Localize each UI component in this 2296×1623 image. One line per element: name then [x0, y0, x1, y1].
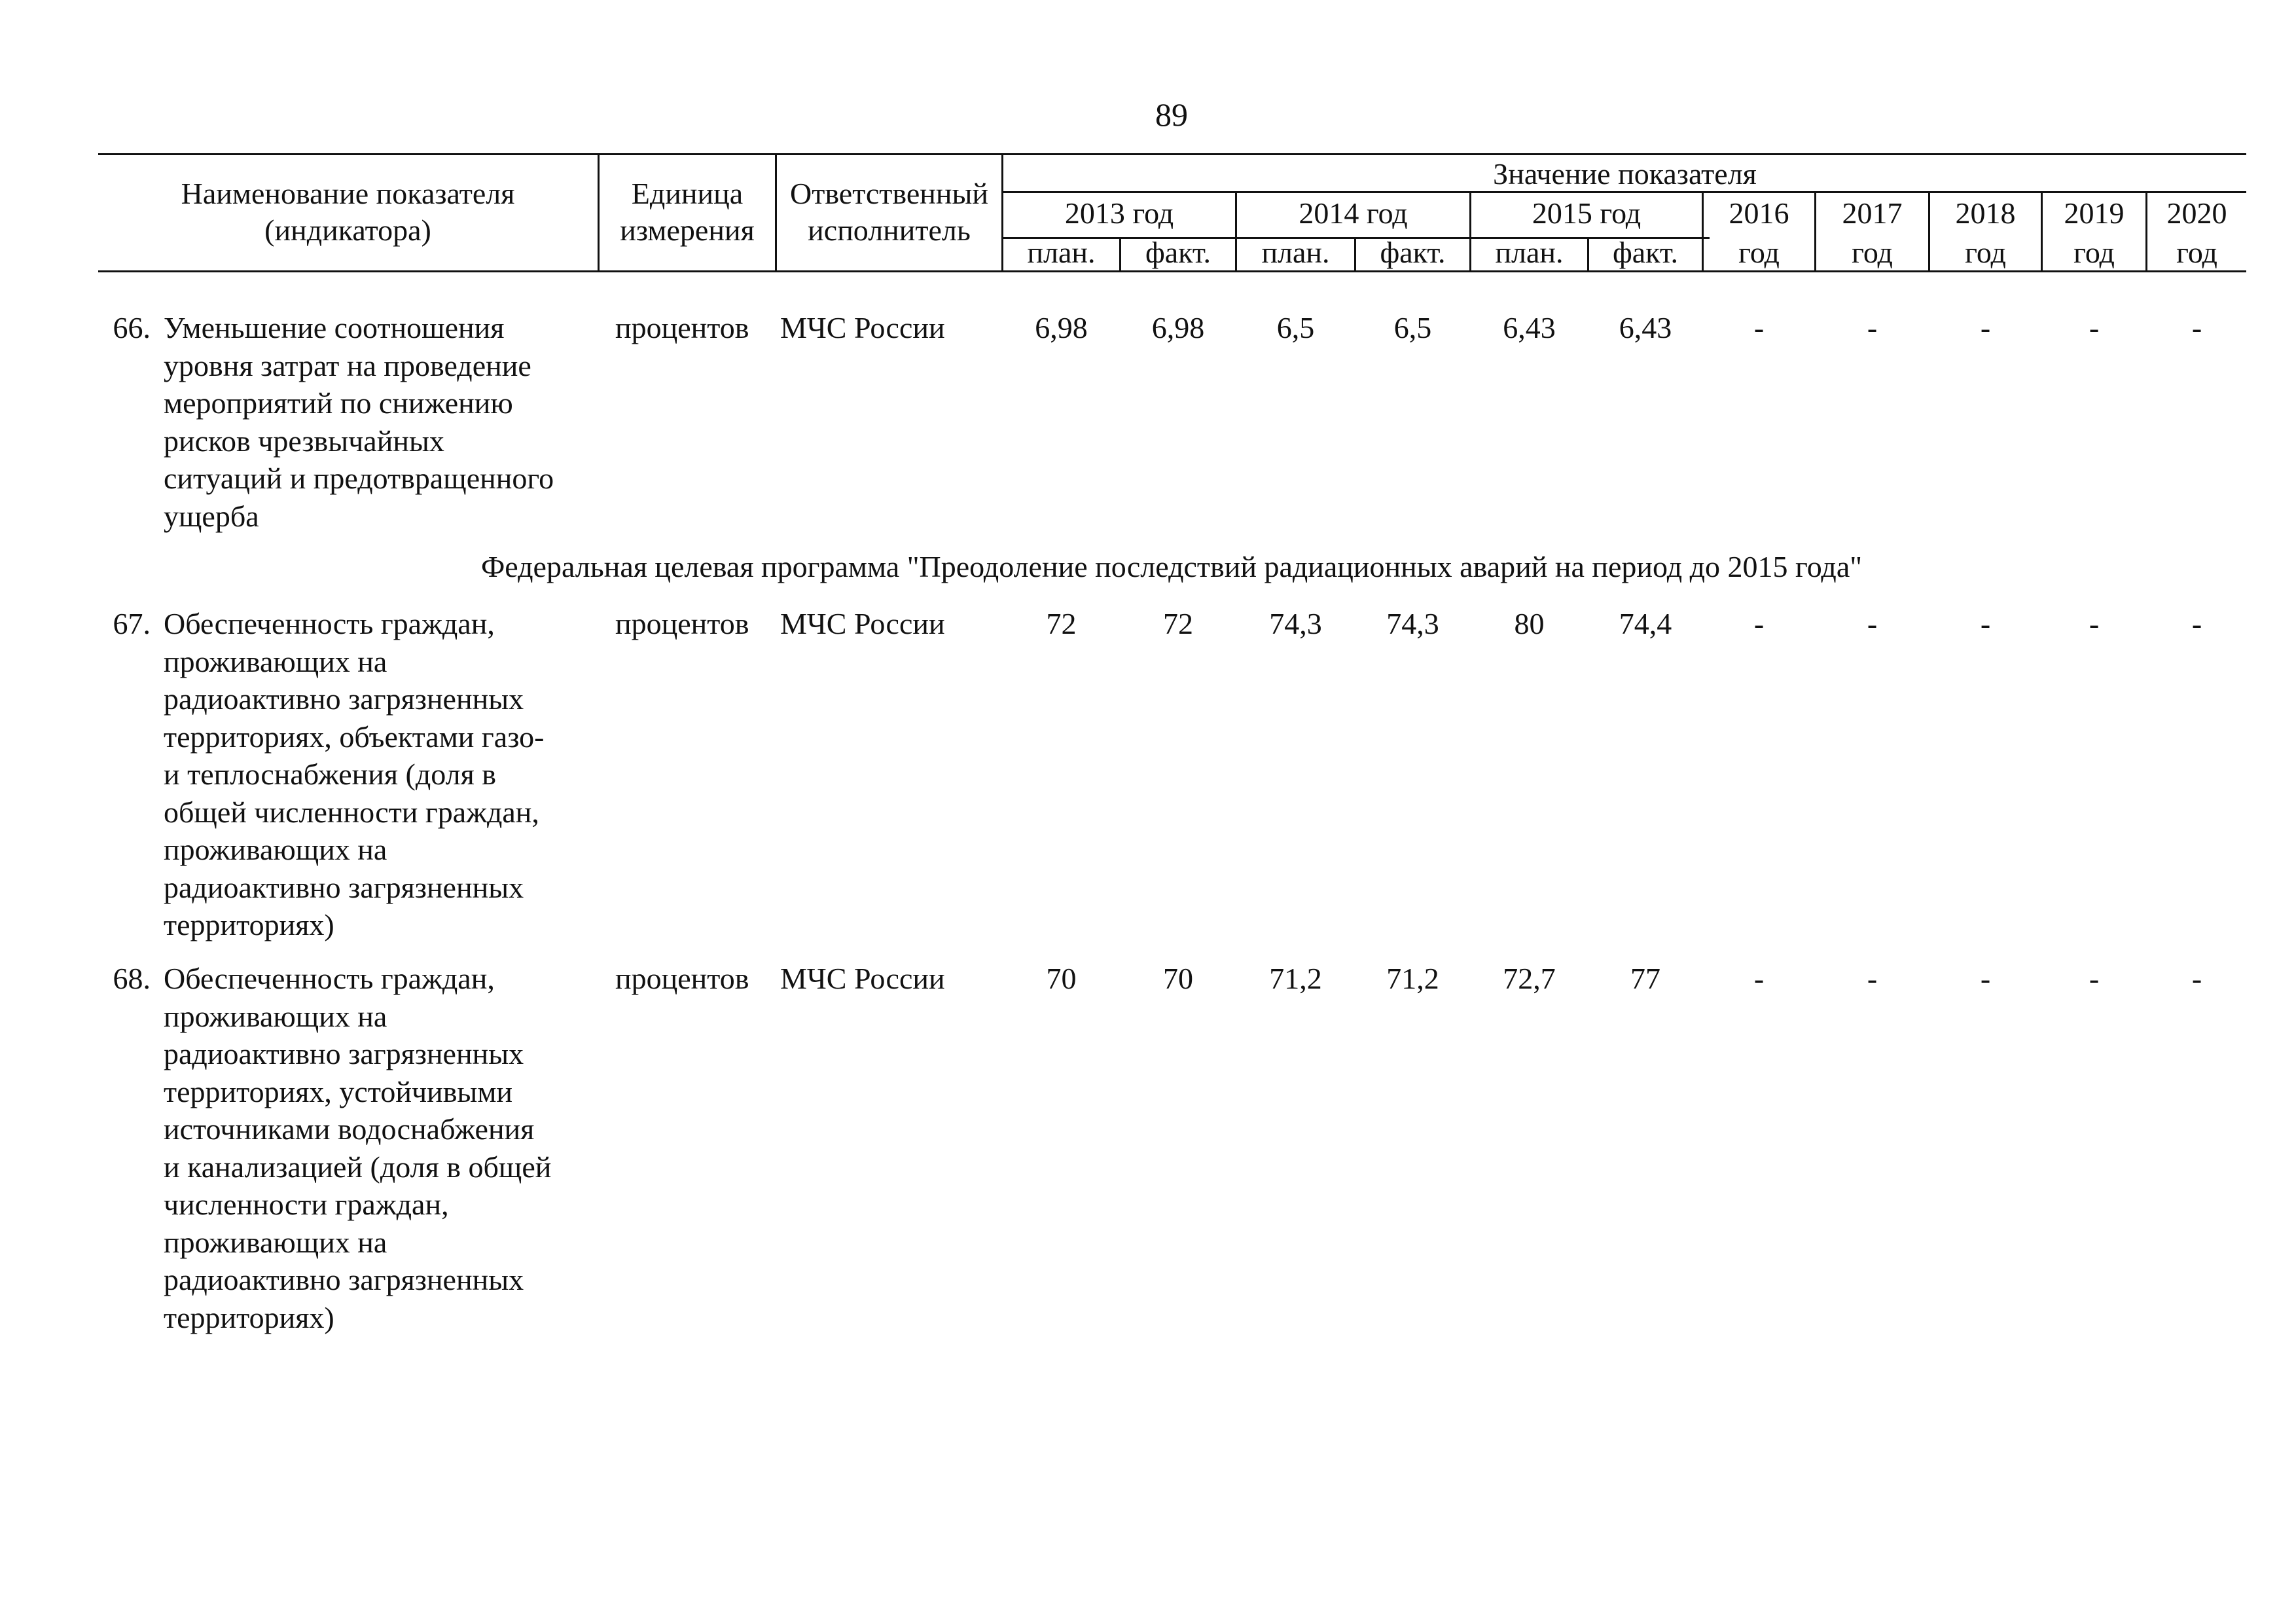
col-header-god: год	[1738, 236, 1780, 269]
indicator-name-line: мероприятий по снижению	[164, 386, 513, 420]
indicator-name-line: проживающих на	[164, 833, 387, 866]
value-cell: -	[1980, 962, 1991, 995]
indicator-name-line: и теплоснабжения (доля в	[164, 757, 496, 791]
value-cell: 6,5	[1276, 311, 1315, 344]
col-header-name-line-1: Наименование показателя	[181, 177, 515, 210]
value-cell: -	[1753, 311, 1765, 344]
value-cell: -	[1867, 311, 1878, 344]
col-header-god: год	[1852, 236, 1893, 269]
indicator-name-line: радиоактивно загрязненных	[164, 682, 524, 716]
value-cell: 70	[1163, 962, 1193, 995]
indicator-name-line: территориях)	[164, 908, 334, 941]
row-number: 68.	[113, 962, 151, 995]
unit-cell: процентов	[615, 607, 749, 640]
col-header-god: год	[2176, 236, 2217, 269]
indicator-name-line: уровня затрат на проведение	[164, 348, 531, 382]
col-header-year-2016: 2016	[1729, 196, 1789, 230]
value-cell: -	[2191, 962, 2202, 995]
unit-cell: процентов	[615, 962, 749, 995]
col-header-year-2013: 2013 год	[1064, 196, 1174, 230]
value-cell: -	[1753, 607, 1765, 640]
indicator-name	[164, 960, 609, 1336]
indicator-name-line: радиоактивно загрязненных	[164, 1037, 524, 1070]
col-header-year-2017: 2017	[1842, 196, 1903, 230]
col-header-fact: факт.	[1145, 236, 1211, 269]
value-cell: 6,98	[1151, 311, 1205, 344]
col-header-year-2018: 2018	[1955, 196, 2016, 230]
value-cell: 80	[1514, 607, 1545, 640]
executor-cell: МЧС России	[780, 311, 945, 344]
indicator-name	[164, 309, 609, 535]
value-cell: 6,98	[1035, 311, 1088, 344]
header-top-rule	[98, 153, 2246, 155]
value-cell: -	[2089, 311, 2100, 344]
value-cell: -	[1867, 962, 1878, 995]
value-cell: 72	[1046, 607, 1077, 640]
executor-cell: МЧС России	[780, 607, 945, 640]
value-cell: 6,5	[1393, 311, 1432, 344]
value-cell: -	[2089, 607, 2100, 640]
col-header-name-line-2: (индикатора)	[264, 213, 431, 247]
col-header-plan: план.	[1495, 236, 1564, 269]
row-number: 66.	[113, 311, 151, 344]
indicator-name-line: источниками водоснабжения	[164, 1112, 535, 1146]
value-cell: 6,43	[1619, 311, 1672, 344]
col-header-fact: факт.	[1380, 236, 1446, 269]
col-header-plan: план.	[1261, 236, 1330, 269]
value-cell: 72	[1163, 607, 1193, 640]
indicator-name-line: проживающих на	[164, 999, 387, 1033]
value-cell: -	[2089, 962, 2100, 995]
col-header-year-2020: 2020	[2166, 196, 2227, 230]
indicator-name-line: численности граждан,	[164, 1188, 449, 1221]
indicator-name	[164, 605, 609, 944]
indicator-name-line: Обеспеченность граждан,	[164, 607, 495, 640]
col-header-fact: факт.	[1612, 236, 1679, 269]
indicator-name-line: Обеспеченность граждан,	[164, 962, 495, 995]
section-title: Федеральная целевая программа "Преодоление последствий радиационных аварий на период до 2015 года"	[480, 550, 1863, 583]
indicator-name-line: радиоактивно загрязненных	[164, 1263, 524, 1296]
col-header-year-2014: 2014 год	[1299, 196, 1408, 230]
value-cell: -	[1867, 607, 1878, 640]
value-cell: -	[2191, 311, 2202, 344]
row-number: 67.	[113, 607, 151, 640]
value-cell: -	[1753, 962, 1765, 995]
indicator-name-line: территориях, объектами газо-	[164, 720, 545, 754]
col-header-value-title: Значение показателя	[1493, 157, 1757, 191]
indicator-name-line: проживающих на	[164, 644, 387, 678]
indicator-name-line: Уменьшение соотношения	[164, 311, 505, 344]
value-cell: 74,4	[1619, 607, 1672, 640]
col-header-exec-line-1: Ответственный	[790, 177, 988, 210]
indicator-name-line: рисков чрезвычайных	[164, 424, 444, 458]
value-cell: 71,2	[1269, 962, 1322, 995]
value-cell: 77	[1630, 962, 1660, 995]
indicator-name-line: ситуаций и предотвращенного	[164, 462, 554, 495]
indicator-name-line: территориях)	[164, 1300, 334, 1334]
unit-cell: процентов	[615, 311, 749, 344]
page-number: 89	[1155, 96, 1188, 133]
indicator-name-line: ущерба	[164, 499, 259, 533]
col-header-god: год	[1965, 236, 2006, 269]
col-header-year-2015: 2015 год	[1532, 196, 1641, 230]
col-header-unit-line-1: Единица	[631, 177, 744, 210]
value-cell: 70	[1046, 962, 1077, 995]
executor-cell: МЧС России	[780, 962, 945, 995]
value-cell: -	[1980, 607, 1991, 640]
value-cell: 72,7	[1503, 962, 1556, 995]
indicator-name-line: проживающих на	[164, 1225, 387, 1259]
indicator-name-line: радиоактивно загрязненных	[164, 870, 524, 904]
col-header-exec-line-2: исполнитель	[808, 213, 971, 247]
value-cell: 74,3	[1386, 607, 1439, 640]
col-header-god: год	[2073, 236, 2115, 269]
value-cell: 74,3	[1269, 607, 1322, 640]
value-cell: 6,43	[1503, 311, 1556, 344]
value-cell: -	[2191, 607, 2202, 640]
col-header-plan: план.	[1027, 236, 1096, 269]
value-cell: -	[1980, 311, 1991, 344]
value-cell: 71,2	[1386, 962, 1439, 995]
indicator-name-line: общей численности граждан,	[164, 795, 539, 829]
col-header-year-2019: 2019	[2064, 196, 2125, 230]
col-header-unit-line-2: измерения	[620, 213, 755, 247]
indicator-name-line: и канализацией (доля в общей	[164, 1150, 552, 1184]
indicator-name-line: территориях, устойчивыми	[164, 1074, 513, 1108]
